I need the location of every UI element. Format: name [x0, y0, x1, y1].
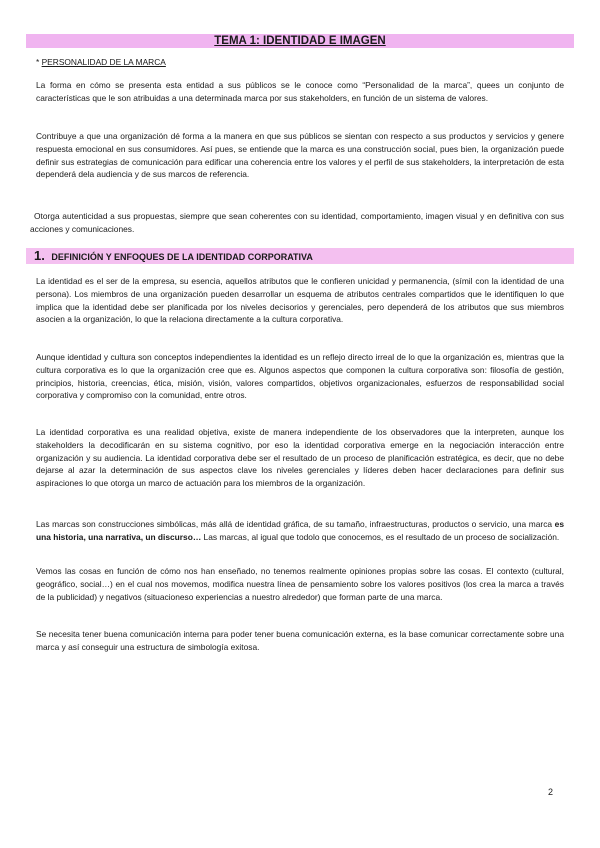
body-paragraph: La identidad es el ser de la empresa, su esencia, aquellos atributos que le confieren unicidad y permanencia, (símil con la identidad de una persona). Los miembros de una organización pueden desarrollar un esquema de atributos centrales compartidos que le identifiquen lo que implica que la identidad debe ser planificada por los niveles decisorios y gerenciales, pero dependerá de los atributos que sus miembros asocien a la organización, lo que la relaciona directamente a la cultura corporativa.	[36, 276, 564, 325]
page-number: 2	[548, 787, 554, 797]
body-paragraph: Vemos las cosas en función de cómo nos han enseñado, no tenemos realmente opiniones propias sobre las cosas. El contexto (cultural, geográfico, social…) en el cual nos movemos, modifica nuestra línea de pensamiento sobre los valores positivos (los crea la marca a través de la publicidad) y negativos (situacioneso experiencias a nuestro alrededor) que forman parte de una marca.	[36, 566, 564, 602]
intro-paragraph: Contribuye a que una organización dé forma a la manera en que sus públicos se sientan con respecto a sus productos y servicios y genere respuesta emocional en sus consumidores. Así pues, se entiende que la marca es una construcción social, pues bien, la organización puede definir sus estrategias de comunicación para edificar una coherencia entre los valores y el perfil de sus stakeholders, la interpretación de esta dependerá dela audiencia y de sus marcos de referencia.	[36, 131, 564, 180]
body-paragraph: Se necesita tener buena comunicación interna para poder tener buena comunicación externa, es la base comunicar correctamente sobre una marca y así conseguir una estructura de simbología exitosa.	[36, 629, 564, 652]
symbolic-text-end: Las marcas, al igual que todolo que conocemos, es el resultado de un proceso de socialización.	[201, 531, 560, 542]
subhead	[36, 57, 166, 67]
symbolic-text-start: Las marcas son construcciones simbólicas, más allá de identidad gráfica, de su tamaño, infraestructuras, productos o servicio, una marca	[36, 519, 555, 529]
symbolic-text-bold: es una historia, una narrativa, un discurso…	[36, 519, 564, 542]
body-paragraph: Aunque identidad y cultura son conceptos independientes la identidad es un reflejo directo irreal de lo que la organización es, mientras que la cultura corporativa es lo que la organización cree que es. Algunos aspectos que componen la cultura corporativa son: filosofía de gestión, principios, historia, creencias, ética, misión, visión, valores compartidos, objetivos organizacionales, esfuerzos de responsabilidad social corporativa y compromiso con la comunidad, entre otros.	[36, 352, 564, 401]
section-title: DEFINICIÓN Y ENFOQUES DE LA IDENTIDAD CORPORATIVA	[51, 252, 313, 262]
subhead-title: PERSONALIDAD DE LA MARCA	[41, 57, 166, 67]
section-banner	[26, 248, 574, 264]
section-heading	[34, 248, 313, 265]
page-title: TEMA 1: IDENTIDAD E IMAGEN	[214, 35, 386, 47]
title-banner	[26, 34, 574, 48]
symbolic-paragraph	[36, 518, 564, 544]
intro-paragraph: La forma en cómo se presenta esta entidad a sus públicos se le conoce como “Personalidad de la marca”, quees un conjunto de características que le son atribuidas a una determinada marca por sus stakeholders, en función de un sistema de valores.	[36, 80, 564, 103]
intro-paragraph: Otorga autenticidad a sus propuestas, siempre que sean coherentes con su identidad, comportamiento, imagen visual y en definitiva con sus acciones y comunicaciones.	[30, 211, 564, 234]
section-number: 1.	[34, 248, 45, 263]
subhead-bullet: *	[36, 57, 40, 67]
body-paragraph: La identidad corporativa es una realidad objetiva, existe de manera independiente de los observadores que la interpreten, aunque los stakeholders la decodificarán en su sistema cognitivo, por eso la identidad corporativa emerge en la negociación interacción entre organización y su audiencia. La identidad corporativa debe ser el resultado de un proceso de planificación estratégica, es decir, que no debe dejarse al azar la determinación de sus aspectos clave los niveles gerenciales y líderes deben hacer declaraciones para definir sus aspiraciones lo que otorga un marco de actuación para los miembros de la organización.	[36, 427, 564, 489]
